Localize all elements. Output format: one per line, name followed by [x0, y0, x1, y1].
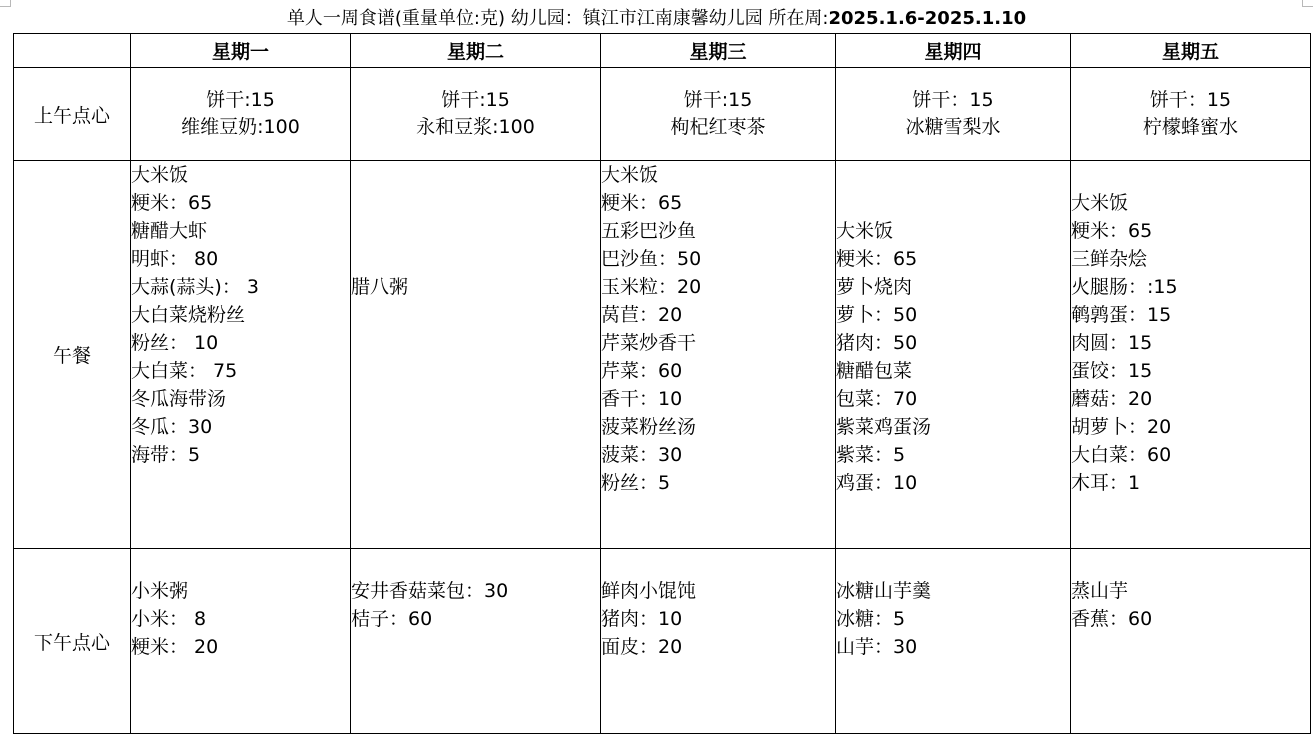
cell-line: 粳米：65: [836, 248, 918, 270]
cell-line: 大米饭: [836, 220, 894, 242]
cell-line: 粳米： 20: [131, 636, 219, 658]
cell-line: 大白菜：60: [1071, 444, 1172, 466]
table-header-row: [14, 34, 1311, 68]
cell-line: 大米饭: [131, 164, 189, 186]
am-snack-cell-friday: [1071, 68, 1311, 161]
cell-line: [1071, 549, 1310, 577]
lunch-cell-monday: [131, 161, 351, 549]
cell-line: 芹菜：60: [601, 360, 683, 382]
cell-line: 小米粥: [131, 580, 189, 602]
am-snack-cell-thursday: [836, 68, 1071, 161]
pm-snack-cell-monday: [131, 549, 351, 734]
cell-line: 粳米：65: [601, 192, 683, 214]
cell-line: 饼干：15: [1149, 89, 1232, 111]
cell-line: 安井香菇菜包：30: [351, 580, 509, 602]
cell-line: 大白菜烧粉丝: [131, 304, 246, 326]
cell-line: 冰糖雪梨水: [905, 116, 1001, 138]
header-corner-cell: [14, 34, 131, 68]
cell-line: 五彩巴沙鱼: [601, 220, 697, 242]
day-header-wednesday: 星期三: [601, 34, 836, 68]
cell-line: 莴苣：20: [601, 304, 683, 326]
cell-line: 猪肉：50: [836, 332, 918, 354]
cell-line: 腊八粥: [351, 276, 409, 298]
cell-line: 香蕉：60: [1071, 608, 1153, 630]
cell-line: 面皮：20: [601, 636, 683, 658]
cell-line: 香干：10: [601, 388, 683, 410]
cell-line: [131, 549, 350, 577]
cell-line: 鲜肉小馄饨: [601, 580, 697, 602]
page-title: [0, 6, 1313, 32]
cell-line: [836, 161, 1070, 189]
cell-line: 饼干：15: [912, 89, 994, 111]
cell-line: 饼干:15: [206, 89, 275, 111]
table-row-lunch: [14, 161, 1311, 549]
row-label-am-snack: 上午点心: [14, 68, 131, 161]
title-week-range: 2025.1.6-2025.1.10: [828, 8, 1027, 29]
cell-line: 三鲜杂烩: [1071, 248, 1148, 270]
row-label-pm-snack: 下午点心: [14, 549, 131, 734]
cell-line: 萝卜：50: [836, 304, 918, 326]
cell-line: 萝卜烧肉: [836, 276, 913, 298]
day-header-monday: 星期一: [131, 34, 351, 68]
cell-line: 饼干:15: [683, 89, 753, 111]
cell-line: 猪肉：10: [601, 608, 683, 630]
cell-line: 枸杞红枣茶: [670, 116, 766, 138]
day-header-tuesday: 星期二: [351, 34, 601, 68]
lunch-cell-tuesday: [351, 161, 601, 549]
cell-line: 巴沙鱼：50: [601, 248, 702, 270]
cell-line: 菠菜粉丝汤: [601, 416, 697, 438]
day-header-thursday: 星期四: [836, 34, 1071, 68]
cell-line: 大米饭: [601, 164, 659, 186]
cell-line: 蒸山芋: [1071, 580, 1129, 602]
cell-line: 包菜：70: [836, 388, 918, 410]
cell-line: [351, 549, 600, 577]
cell-line: 海带：5: [131, 444, 201, 466]
cell-line: 粳米：65: [131, 192, 213, 214]
cell-line: [351, 217, 600, 245]
cell-line: 大米饭: [1071, 192, 1129, 214]
lunch-cell-thursday: [836, 161, 1071, 549]
cell-line: 小米： 8: [131, 608, 207, 630]
cell-line: 明虾： 80: [131, 248, 219, 270]
cell-line: 粉丝： 10: [131, 332, 219, 354]
cell-line: [836, 189, 1070, 217]
table-row-pm-snack: [14, 549, 1311, 734]
cell-line: 糖醋大虾: [131, 220, 208, 242]
cell-line: 山芋：30: [836, 636, 918, 658]
am-snack-cell-monday: [131, 68, 351, 161]
cell-line: 冬瓜：30: [131, 416, 213, 438]
cell-line: 胡萝卜：20: [1071, 416, 1172, 438]
title-prefix: 单人一周食谱(重量单位:克) 幼儿园：镇江市江南康馨幼儿园 所在周:: [286, 8, 829, 29]
cell-line: [1071, 161, 1310, 189]
cell-line: [351, 189, 600, 217]
cell-line: 柠檬蜂蜜水: [1142, 116, 1238, 138]
cell-line: [836, 549, 1070, 577]
cell-line: 紫菜鸡蛋汤: [836, 416, 932, 438]
cell-line: 桔子：60: [351, 608, 433, 630]
cell-line: 玉米粒：20: [601, 276, 702, 298]
lunch-cell-friday: [1071, 161, 1311, 549]
cell-line: 肉圆：15: [1071, 332, 1153, 354]
am-snack-cell-wednesday: [601, 68, 836, 161]
cell-line: 芹菜炒香干: [601, 332, 697, 354]
cell-line: 大白菜： 75: [131, 360, 238, 382]
cell-line: 粉丝：5: [601, 472, 671, 494]
am-snack-cell-tuesday: [351, 68, 601, 161]
cell-line: 冬瓜海带汤: [131, 388, 227, 410]
cell-line: 维维豆奶:100: [181, 116, 300, 138]
pm-snack-cell-thursday: [836, 549, 1071, 734]
pm-snack-cell-tuesday: [351, 549, 601, 734]
weekly-menu-table: [13, 33, 1311, 734]
cell-line: 木耳：1: [1071, 472, 1141, 494]
cell-line: [601, 549, 835, 577]
day-header-friday: 星期五: [1071, 34, 1311, 68]
cell-line: [351, 161, 600, 189]
pm-snack-cell-wednesday: [601, 549, 836, 734]
cell-line: 蘑菇：20: [1071, 388, 1153, 410]
cell-line: 冰糖山芋羹: [836, 580, 932, 602]
cell-line: 蛋饺：15: [1071, 360, 1153, 382]
cell-line: 糖醋包菜: [836, 360, 913, 382]
cell-line: 饼干:15: [441, 89, 510, 111]
cell-line: 紫菜：5: [836, 444, 906, 466]
lunch-cell-wednesday: [601, 161, 836, 549]
cell-line: 菠菜：30: [601, 444, 683, 466]
cell-line: 冰糖：5: [836, 608, 906, 630]
cell-line: 鹌鹑蛋：15: [1071, 304, 1172, 326]
cell-line: 粳米：65: [1071, 220, 1153, 242]
cell-line: 永和豆浆:100: [416, 116, 535, 138]
table-row-am-snack: [14, 68, 1311, 161]
cell-line: 大蒜(蒜头)： 3: [131, 276, 259, 298]
pm-snack-cell-friday: [1071, 549, 1311, 734]
cell-line: 火腿肠：:15: [1071, 276, 1178, 298]
cell-line: [351, 245, 600, 273]
cell-line: 鸡蛋：10: [836, 472, 918, 494]
row-label-lunch: 午餐: [14, 161, 131, 549]
